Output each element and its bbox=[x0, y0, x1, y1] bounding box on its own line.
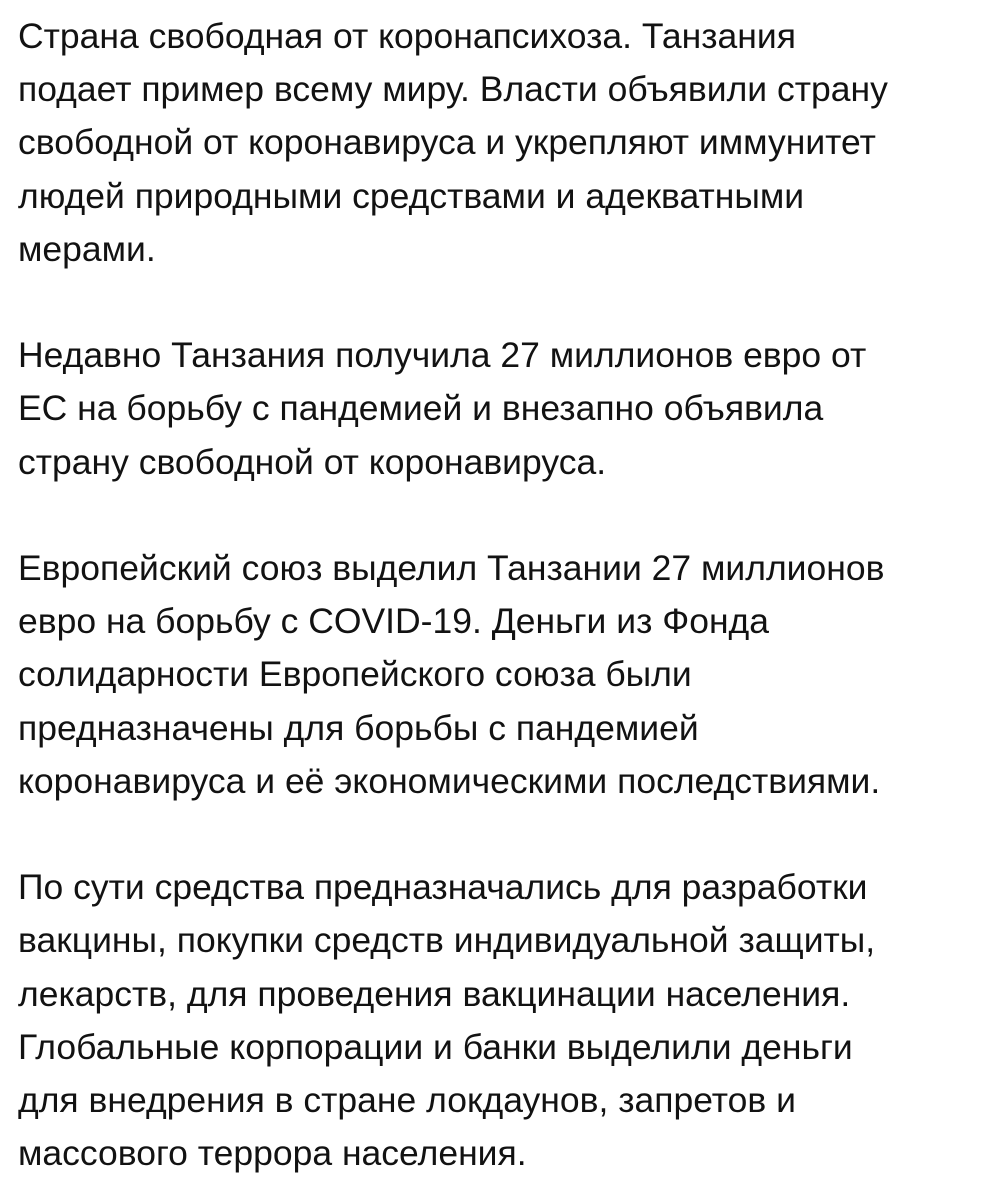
paragraph-4 bbox=[18, 861, 978, 1180]
paragraph-spacer bbox=[18, 276, 978, 329]
paragraph-spacer bbox=[18, 489, 978, 542]
text-line: страну свободной от коронавируса. bbox=[18, 441, 607, 482]
text-line: коронавируса и её экономическими последствиями. bbox=[18, 760, 881, 801]
text-line: Страна свободная от коронапсихоза. Танзания bbox=[18, 16, 796, 56]
text-line: лекарств, для проведения вакцинации населения. bbox=[18, 973, 851, 1014]
text-line: свободной от коронавируса и укрепляют иммунитет bbox=[18, 122, 876, 163]
text-line: евро на борьбу с COVID-19. Деньги из Фонда bbox=[18, 601, 770, 642]
text-line: людей природными средствами и адекватными bbox=[18, 175, 805, 216]
text-line: вакцины, покупки средств индивидуальной защиты, bbox=[18, 920, 876, 961]
text-line: ЕС на борьбу с пандемией и внезапно объявила bbox=[18, 388, 824, 429]
paragraph-2 bbox=[18, 329, 978, 489]
text-line: предназначены для борьбы с пандемией bbox=[18, 707, 699, 748]
text-line: солидарности Европейского союза были bbox=[18, 654, 692, 695]
text-line: По сути средства предназначались для разработки bbox=[18, 867, 868, 908]
text-line: Европейский союз выделил Танзании 27 миллионов bbox=[18, 548, 885, 588]
message-text bbox=[18, 10, 978, 1180]
text-line: Недавно Танзания получила 27 миллионов евро от bbox=[18, 335, 867, 376]
paragraph-1 bbox=[18, 10, 978, 276]
text-line: подает пример всему миру. Власти объявили страну bbox=[18, 69, 888, 110]
text-line: для внедрения в стране локдаунов, запретов и bbox=[18, 1080, 796, 1121]
text-line: Глобальные корпорации и банки выделили деньги bbox=[18, 1026, 853, 1067]
text-line: массового террора населения. bbox=[18, 1133, 527, 1174]
paragraph-3 bbox=[18, 542, 978, 808]
paragraph-spacer bbox=[18, 808, 978, 861]
text-line: мерами. bbox=[18, 228, 156, 269]
